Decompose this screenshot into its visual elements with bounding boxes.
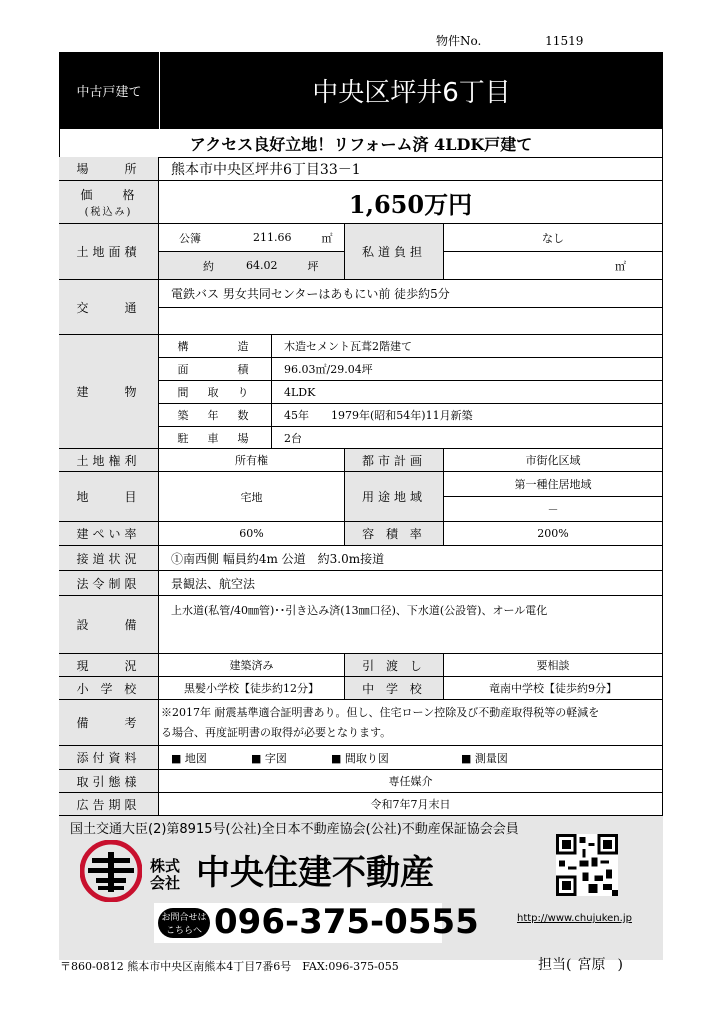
company-logo-icon <box>80 840 142 902</box>
catchphrase: アクセス良好立地！リフォーム済 4LDK戸建て <box>59 129 663 158</box>
attachment-item: ■ 字図 <box>251 751 287 765</box>
building-key: 面 積 <box>159 358 272 381</box>
location-value: 熊本市中央区坪井6丁目33－1 <box>159 157 663 181</box>
building-value: 4LDK <box>272 381 663 404</box>
building-key: 構 造 <box>159 335 272 358</box>
land-area-registry-label: 公簿 <box>179 231 201 245</box>
private-road-label: 私道負担 <box>345 224 444 280</box>
land-rights-label: 土地権利 <box>59 449 159 472</box>
staff-in-charge <box>538 954 623 974</box>
attachment-item: ■ 間取り図 <box>331 751 389 765</box>
property-number-label: 物件No. <box>436 34 482 48</box>
building-label: 建 物 <box>59 335 159 449</box>
property-number <box>436 32 583 49</box>
attachments-label: 添付資料 <box>59 746 159 770</box>
building-key: 駐 車 場 <box>159 427 272 449</box>
transport-line2 <box>159 308 663 335</box>
price-label-cell <box>59 181 159 224</box>
transport-line1: 電鉄バス 男女共同センターはあもにい前 徒歩約5分 <box>159 280 663 308</box>
handover-value: 要相談 <box>444 654 663 677</box>
road-access-value: ①南西側 幅員約4m 公道 約3.0m接道 <box>159 546 663 571</box>
regulations-label: 法令制限 <box>59 571 159 596</box>
staff-close: ) <box>617 957 623 973</box>
website-link[interactable]: http://www.chujuken.jp <box>517 913 632 924</box>
remarks-line-2: る場合、再度証明書の取得が必要となります。 <box>161 725 392 739</box>
land-area-registry-value: 211.66 <box>253 231 292 244</box>
staff-name: 宮原 <box>577 957 606 973</box>
attachments-list <box>159 746 663 770</box>
road-access-label: 接道状況 <box>59 546 159 571</box>
facilities-value: 上水道(私管/40㎜管)･･引き込み済(13㎜口径)、下水道(公設管)、オール電化 <box>159 596 663 654</box>
facilities-label: 設 備 <box>59 596 159 654</box>
property-number-value: 11519 <box>545 34 584 48</box>
building-key: 間 取 り <box>159 381 272 404</box>
company-prefix: 株式会社 <box>150 856 181 892</box>
price-sublabel: (税込み) <box>84 207 133 218</box>
status-value: 建築済み <box>159 654 345 677</box>
qr-code-icon[interactable] <box>556 834 618 896</box>
land-area-approx-unit: 坪 <box>307 259 319 273</box>
building-value: 96.03㎡/29.04坪 <box>272 358 663 381</box>
building-key: 築 年 数 <box>159 404 272 427</box>
remarks-label: 備 考 <box>59 700 159 746</box>
private-road-value: なし <box>444 224 663 252</box>
floor-ratio-label: 容 積 率 <box>345 522 444 546</box>
land-area-approx-label: 約 <box>203 259 214 273</box>
land-area-registry-unit: ㎡ <box>321 231 333 245</box>
land-rights-value: 所有権 <box>159 449 345 472</box>
ad-period-value: 令和7年7月末日 <box>159 793 663 816</box>
building-value: 45年 1979年(昭和54年)11月新築 <box>272 404 663 427</box>
land-area-label: 土地面積 <box>59 224 159 280</box>
building-value: 2台 <box>272 427 663 449</box>
junior-high-label: 中 学 校 <box>345 677 444 700</box>
coverage-value: 60% <box>159 522 345 546</box>
remarks-value <box>159 700 663 746</box>
zoning-label: 用途地域 <box>345 472 444 522</box>
private-road-unit: ㎡ <box>444 252 663 280</box>
transport-label: 交 通 <box>59 280 159 335</box>
association-membership: 国土交通大臣(2)第8915号(公社)全日本不動産協会(公社)不動産保証協会会員 <box>70 822 519 837</box>
price-value: 1,650万円 <box>159 181 663 224</box>
city-planning-label: 都市計画 <box>345 449 444 472</box>
zoning-value-1: 第一種住居地域 <box>444 472 663 497</box>
transaction-label: 取引態様 <box>59 770 159 793</box>
land-category-value: 宅地 <box>159 472 345 522</box>
location-label: 場 所 <box>59 157 159 181</box>
status-label: 現 況 <box>59 654 159 677</box>
elementary-value: 黒髪小学校【徒歩約12分】 <box>159 677 345 700</box>
land-area-approx-value: 64.02 <box>246 259 278 272</box>
regulations-value: 景観法、航空法 <box>159 571 663 596</box>
remarks-line-1: ※2017年 耐震基準適合証明書あり。但し、住宅ローン控除及び不動産取得税等の軽減を <box>161 705 600 719</box>
land-area-approx <box>159 252 345 280</box>
page-title: 中央区坪井6丁目 <box>312 78 511 108</box>
floor-ratio-value: 200% <box>444 522 663 546</box>
zoning-value-2: － <box>444 497 663 522</box>
phone-badge: お問合せはこちらへ <box>158 908 210 938</box>
building-value: 木造セメント瓦葺2階建て <box>272 335 663 358</box>
coverage-label: 建ぺい率 <box>59 522 159 546</box>
price-label: 価 格 <box>80 188 137 202</box>
company-name <box>150 845 434 894</box>
company-name-main: 中央住建不動産 <box>196 853 434 893</box>
land-category-label: 地 目 <box>59 472 159 522</box>
city-planning-value: 市街化区域 <box>444 449 663 472</box>
transaction-value: 専任媒介 <box>159 770 663 793</box>
property-category: 中古戸建て <box>59 52 160 129</box>
attachment-item: ■ 地図 <box>171 751 207 765</box>
elementary-label: 小 学 校 <box>59 677 159 700</box>
junior-high-value: 竜南中学校【徒歩約9分】 <box>444 677 663 700</box>
handover-label: 引 渡 し <box>345 654 444 677</box>
staff-label: 担当( <box>538 957 572 973</box>
ad-period-label: 広告期限 <box>59 793 159 816</box>
phone-number[interactable]: 096-375-0555 <box>214 902 479 942</box>
land-area-registry <box>159 224 345 252</box>
attachment-item: ■ 測量図 <box>461 751 508 765</box>
company-address: 〒860-0812 熊本市中央区南熊本4丁目7番6号 FAX:096-375-055 <box>60 960 399 973</box>
